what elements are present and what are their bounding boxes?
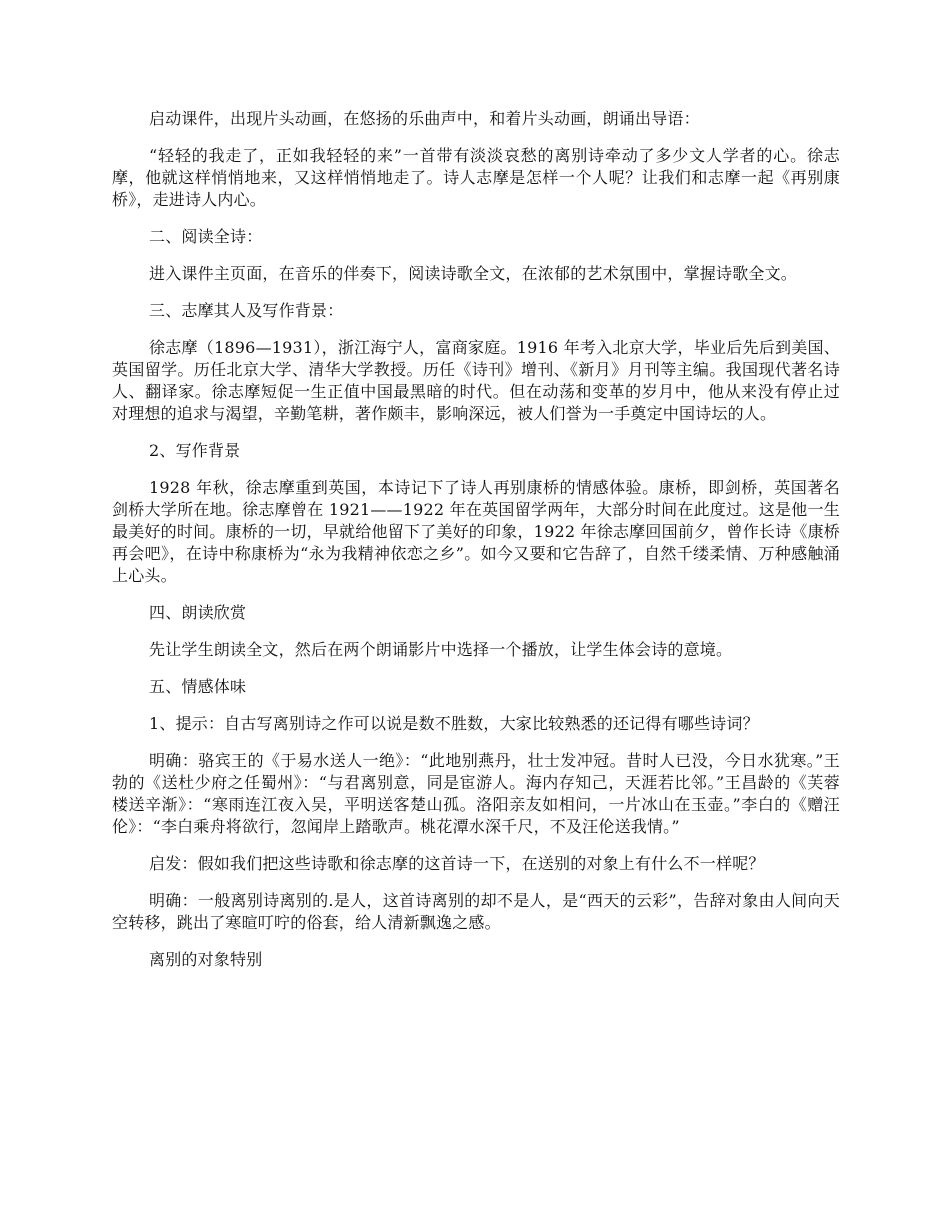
subheading-writing-background: 2、写作背景 xyxy=(149,441,241,460)
paragraph-read-poem: 进入课件主页面，在音乐的伴奏下，阅读诗歌全文，在浓郁的艺术氛围中，掌握诗歌全文。 xyxy=(149,264,798,283)
paragraph-clarification-farewell: 明确：一般离别诗离别的.是人，这首诗离别的却不是人，是“西天的云彩”，告辞对象由人间向天空转移，跳出了寒暄叮咛的俗套，给人清新飘逸之感。 xyxy=(112,891,840,932)
paragraph-lead-in: “轻轻的我走了，正如我轻轻的来”一首带有淡淡哀愁的离别诗牵动了多少文人学者的心。徐志摩，他就这样悄悄地来，又这样悄悄地走了。诗人志摩是怎样一个人呢？让我们和志摩一起《再别康桥》，走进诗人内心。 xyxy=(112,146,840,209)
paragraph-special-farewell-object: 离别的对象特别 xyxy=(149,950,263,969)
paragraph-author-bio: 徐志摩（1896—1931），浙江海宁人，富商家庭。1916 年考入北京大学，毕业后先后到美国、英国留学。历任北京大学、清华大学教授。历任《诗刊》增刊、《新月》月刊等主编。我国现代著名诗人、翻译家。徐志摩短促一生正值中国最黑暗的时代。但在动荡和变革的岁月中，他从来没有停止过对理想的追求与渴望，辛勤笔耕，著作颇丰，影响深远，被人们誉为一手奠定中国诗坛的人。 xyxy=(112,338,840,423)
section-heading-emotion: 五、情感体味 xyxy=(149,677,247,696)
paragraph-intro-instruction: 启动课件，出现片头动画，在悠扬的乐曲声中，和着片头动画，朗诵出导语： xyxy=(149,109,700,128)
paragraph-recitation: 先让学生朗读全文，然后在两个朗诵影片中选择一个播放，让学生体会诗的意境。 xyxy=(149,640,733,659)
section-heading-author-background: 三、志摩其人及写作背景： xyxy=(149,301,344,320)
section-heading-read-poem: 二、阅读全诗： xyxy=(149,227,263,246)
section-heading-recitation: 四、朗读欣赏 xyxy=(149,603,247,622)
paragraph-inspiration: 启发：假如我们把这些诗歌和徐志摩的这首诗一下，在送别的对象上有什么不一样呢？ xyxy=(149,854,765,873)
document-page xyxy=(112,108,840,986)
paragraph-writing-background: 1928 年秋，徐志摩重到英国，本诗记下了诗人再别康桥的情感体验。康桥，即剑桥，英国著名剑桥大学所在地。徐志摩曾在 1921——1922 年在英国留学两年，大部分时间在此度过。这是他一生最美好的时间。康桥的一切，早就给他留下了美好的印象，1922 年徐志摩回国前夕，曾作长诗《康桥再会吧》，在诗中称康桥为“永为我精神依恋之乡”。如今又要和它告辞了，自然千缕柔情、万种感触涌上心头。 xyxy=(112,478,840,585)
paragraph-clarification-poems: 明确：骆宾王的《于易水送人一绝》：“此地别燕丹，壮士发冲冠。昔时人已没，今日水犹寒。”王勃的《送杜少府之任蜀州》：“与君离别意，同是宦游人。海内存知己，天涯若比邻。”王昌龄的《芙蓉楼送辛渐》：“寒雨连江夜入吴，平明送客楚山孤。洛阳亲友如相问，一片冰山在玉壶。”李白的《赠汪伦》：“李白乘舟将欲行，忽闻岸上踏歌声。桃花潭水深千尺，不及汪伦送我情。” xyxy=(112,751,840,836)
paragraph-prompt: 1、提示：自古写离别诗之作可以说是数不胜数，大家比较熟悉的还记得有哪些诗词？ xyxy=(149,714,759,733)
